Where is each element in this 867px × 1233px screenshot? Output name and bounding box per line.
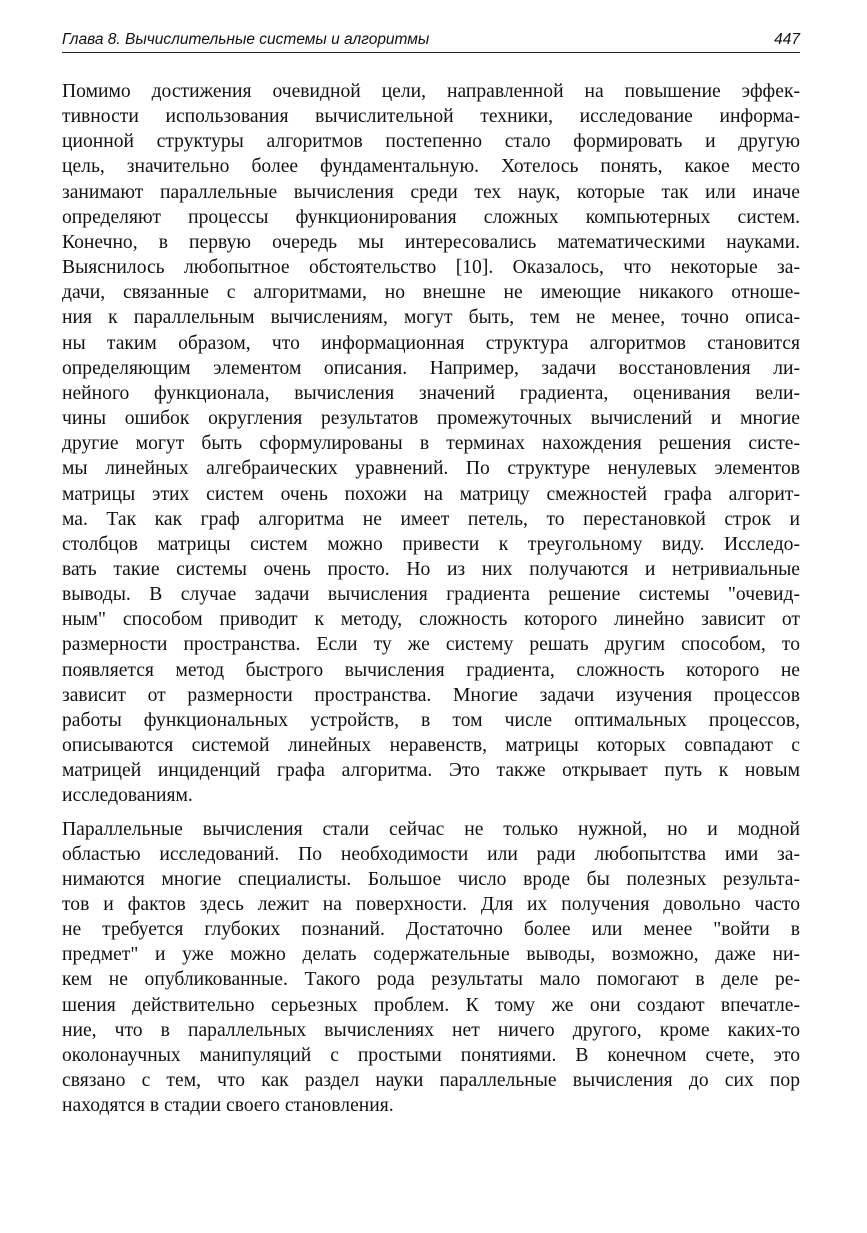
chapter-title: Глава 8. Вычислительные системы и алгоритмы [62, 31, 430, 48]
text-line: тов и фактов здесь лежит на поверхности. Для их получения довольно часто [62, 894, 800, 915]
text-line: предмет" и уже можно делать содержательные выводы, возможно, даже ни- [62, 944, 800, 966]
text-line: матрицы этих систем очень похожи на матрицу смежностей графа алгорит- [62, 483, 800, 505]
text-line: нимаются многие специалисты. Большое число вроде бы полезных результа- [62, 868, 800, 890]
text-line: Выяснилось любопытное обстоятельство [10]. Оказалось, что некоторые за- [62, 257, 800, 279]
text-line: определяют процессы функционирования сложных компьютерных систем. [62, 206, 800, 228]
text-line: ния к параллельным вычислениям, могут быть, тем не менее, точно описа- [62, 307, 800, 329]
text-line: кем не опубликованные. Такого рода результаты мало помогают в деле ре- [62, 969, 800, 991]
text-line: вать такие системы очень просто. Но из них получаются и нетривиальные [62, 558, 800, 580]
text-line: описываются системой линейных неравенств, матрицы которых совпадают с [62, 735, 800, 757]
text-line: работы функциональных устройств, в том числе оптимальных процессов, [62, 709, 800, 731]
text-line: ны таким образом, что информационная структура алгоритмов становится [62, 332, 800, 354]
page-number: 447 [774, 31, 800, 48]
text-line: ние, что в параллельных вычислениях нет ничего другого, кроме каких-то [62, 1019, 800, 1041]
text-line: занимают параллельные вычисления среди тех наук, которые так или иначе [62, 181, 800, 203]
text-line: размерности пространства. Если ту же систему решать другим способом, то [62, 634, 800, 656]
running-head [62, 30, 800, 53]
text-line: определяющим элементом описания. Например, задачи восстановления ли- [62, 357, 800, 379]
paragraph [62, 817, 800, 1119]
body-text [62, 79, 800, 1118]
text-line: мы линейных алгебраических уравнений. По структуре ненулевых элементов [62, 458, 800, 480]
text-line: Конечно, в первую очередь мы интересовались математическими науками. [62, 231, 800, 253]
text-line: ма. Так как граф алгоритма не имеет петель, то перестановкой строк и [62, 508, 800, 530]
text-line: околонаучных манипуляций с простыми понятиями. В конечном счете, это [62, 1044, 800, 1066]
book-page [62, 30, 800, 1118]
text-line: ционной структуры алгоритмов постепенно стало формировать и другую [62, 131, 800, 153]
text-line: другие могут быть сформулированы в терминах нахождения решения систе- [62, 433, 800, 455]
text-line: выводы. В случае задачи вычисления градиента решение системы "очевид- [62, 584, 800, 606]
text-line: нейного функционала, вычисления значений градиента, оценивания вели- [62, 382, 800, 404]
paragraph [62, 79, 800, 809]
text-line: столбцов матрицы систем можно привести к треугольному виду. Исследо- [62, 533, 800, 555]
text-line: Параллельные вычисления стали сейчас не только нужной, но и модной [62, 818, 800, 840]
text-line: зависит от размерности пространства. Многие задачи изучения процессов [62, 684, 800, 706]
text-line: цель, значительно более фундаментальную. Хотелось понять, какое место [62, 156, 800, 178]
text-line: областью исследований. По необходимости или ради любопытства ими за- [62, 843, 800, 865]
text-line: Помимо достижения очевидной цели, направленной на повышение эффек- [62, 81, 800, 102]
text-line: связано с тем, что как раздел науки параллельные вычисления до сих пор [62, 1070, 800, 1092]
text-line: не требуется глубоких познаний. Достаточно более или менее "войти в [62, 919, 800, 941]
text-line: ным" способом приводит к методу, сложность которого линейно зависит от [62, 609, 800, 631]
text-line: тивности использования вычислительной техники, исследование информа- [62, 106, 800, 128]
text-line: чины ошибок округления результатов промежуточных вычислений и многие [62, 408, 800, 430]
text-line: находятся в стадии своего становления. [62, 1095, 394, 1117]
text-line: шения действительно серьезных проблем. К тому же они создают впечатле- [62, 994, 800, 1016]
text-line: появляется метод быстрого вычисления градиента, сложность которого не [62, 659, 800, 681]
text-line: дачи, связанные с алгоритмами, но внешне не имеющие никакого отноше- [62, 282, 800, 304]
text-line: исследованиям. [62, 785, 193, 807]
text-line: матрицей инциденций графа алгоритма. Это также открывает путь к новым [62, 760, 800, 782]
